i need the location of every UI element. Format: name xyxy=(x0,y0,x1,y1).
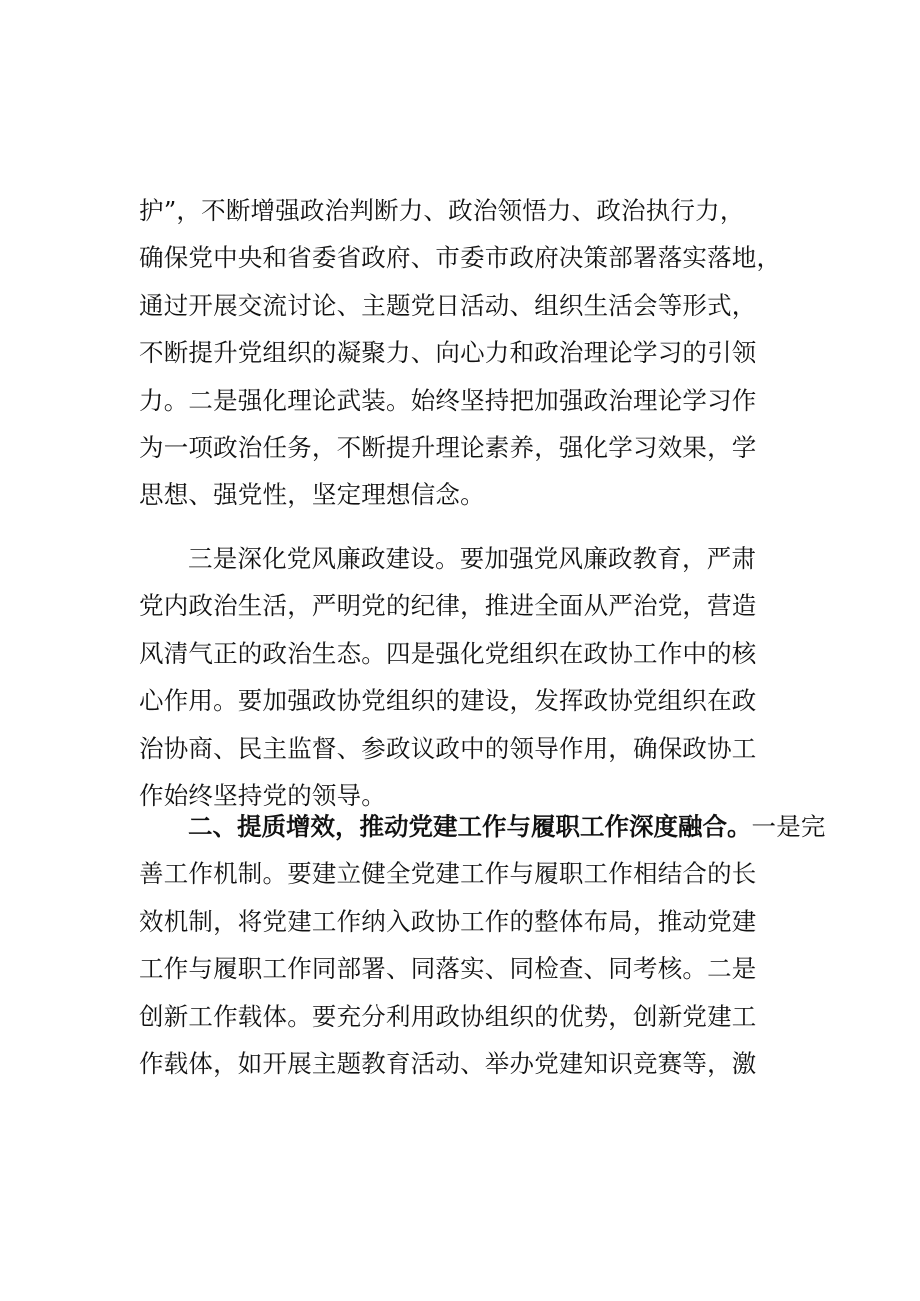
text-line: 护”，不断增强政治判断力、政治领悟力、政治执行力， xyxy=(139,196,745,225)
text-line: 通过开展交流讨论、主题党日活动、组织生活会等形式， xyxy=(139,290,757,320)
heading-line-rest: 一是完 xyxy=(751,812,826,841)
text-line: 力。二是强化理论武装。始终坚持把加强政治理论学习作 xyxy=(139,385,757,415)
section-heading: 二、提质增效，推动党建工作与履职工作深度融合。 xyxy=(188,812,752,841)
text-line: 善工作机制。要建立健全党建工作与履职工作相结合的长 xyxy=(139,859,757,889)
text-line: 为一项政治任务，不断提升理论素养，强化学习效果，学 xyxy=(139,432,757,462)
text-line: 效机制，将党建工作纳入政协工作的整体布局，推动党建 xyxy=(139,906,757,936)
paragraph-1 xyxy=(139,187,799,519)
text-line: 心作用。要加强政协党组织的建设，发挥政协党组织在政 xyxy=(139,686,757,716)
text-line: 确保党中央和省委省政府、市委市政府决策部署落实落地， xyxy=(139,243,782,273)
paragraph-3 xyxy=(139,803,826,1087)
text-line: 作始终坚持党的领导。 xyxy=(139,780,386,810)
text-line: 思想、强党性，坚定理想信念。 xyxy=(139,480,485,510)
text-line: 三是深化党风廉政建设。要加强党风廉政教育，严肃 xyxy=(188,544,757,573)
text-line: 治协商、民主监督、参政议政中的领导作用，确保政协工 xyxy=(139,733,757,763)
text-line xyxy=(139,803,826,850)
text-line: 工作与履职工作同部署、同落实、同检查、同考核。二是 xyxy=(139,954,757,984)
text-line: 风清气正的政治生态。四是强化党组织在政协工作中的核 xyxy=(139,638,757,668)
paragraph-2 xyxy=(139,535,799,819)
text-line: 作载体，如开展主题教育活动、举办党建知识竞赛等，激 xyxy=(139,1048,757,1078)
text-line: 创新工作载体。要充分利用政协组织的优势，创新党建工 xyxy=(139,1001,757,1031)
text-line: 党内政治生活，严明党的纪律，推进全面从严治党，营造 xyxy=(139,591,757,621)
text-line: 不断提升党组织的凝聚力、向心力和政治理论学习的引领 xyxy=(139,338,757,368)
